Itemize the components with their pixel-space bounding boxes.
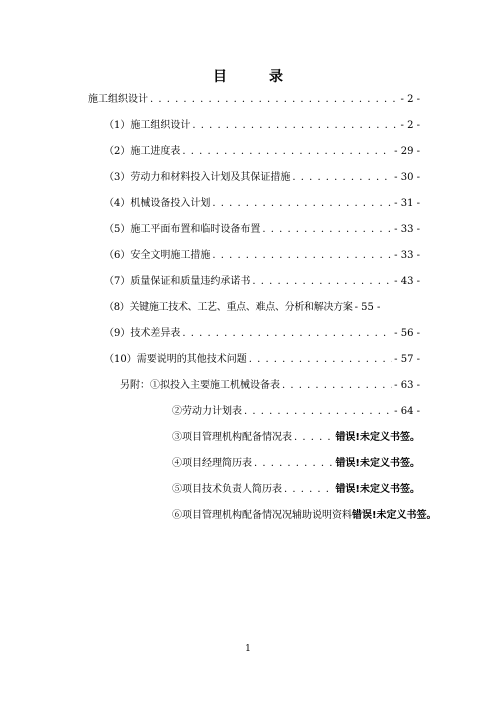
toc-entry[interactable] bbox=[104, 249, 420, 263]
toc-entry-text: （4）机械设备投入计划 bbox=[104, 198, 211, 209]
toc-entry[interactable] bbox=[172, 405, 420, 419]
toc-entry-text: （3）劳动力和材料投入计划及其保证措施 bbox=[104, 172, 291, 183]
toc-entry-text: （9）技术差异表 bbox=[104, 328, 181, 339]
toc-leader-dots bbox=[150, 93, 399, 107]
toc-leader-dots bbox=[212, 249, 392, 263]
toc-entry-error: 错误!未定义书签。 bbox=[335, 484, 420, 495]
toc-entry[interactable] bbox=[104, 301, 424, 315]
toc-leader-dots bbox=[284, 483, 333, 497]
toc-leader-dots bbox=[254, 457, 333, 471]
toc-entry-page: - 2 - bbox=[400, 120, 420, 131]
toc-entry[interactable] bbox=[172, 509, 458, 523]
toc-leader-dots bbox=[212, 197, 392, 211]
toc-entry-page: - 64 - bbox=[394, 406, 420, 417]
toc-leader-dots bbox=[292, 171, 392, 185]
toc-entry[interactable] bbox=[172, 457, 420, 471]
toc-entry[interactable] bbox=[104, 327, 420, 341]
toc-entry-text: 另附：①拟投入主要施工机械设备表 bbox=[120, 380, 280, 391]
toc-entry-text: （7）质量保证和质量违约承诺书 bbox=[104, 276, 251, 287]
toc-entry[interactable] bbox=[104, 223, 420, 237]
toc-leader-dots bbox=[192, 119, 398, 133]
toc-leader-dots bbox=[294, 431, 333, 445]
toc-entry[interactable] bbox=[104, 171, 420, 185]
toc-entry-text: ⑤项目技术负责人简历表 bbox=[172, 484, 282, 495]
toc-entry[interactable] bbox=[104, 119, 420, 133]
toc-entry-text: ③项目管理机构配备情况表 bbox=[172, 432, 292, 443]
toc-entry-page: - 33 - bbox=[394, 224, 420, 235]
toc-entry-error: 错误!未定义书签。 bbox=[352, 510, 437, 521]
toc-leader-dots bbox=[244, 405, 392, 419]
toc-entry[interactable] bbox=[172, 431, 420, 445]
toc-entry-text: （6）安全文明施工措施 bbox=[104, 250, 211, 261]
toc-leader-dots bbox=[249, 353, 392, 367]
toc-entry[interactable] bbox=[104, 275, 420, 289]
toc-leader-dots bbox=[282, 379, 392, 393]
toc-entry[interactable] bbox=[88, 93, 420, 107]
toc-entry-page: - 31 - bbox=[394, 198, 420, 209]
toc-entry-text: ②劳动力计划表 bbox=[172, 406, 242, 417]
toc-entry[interactable] bbox=[120, 379, 420, 393]
toc-leader-dots bbox=[262, 223, 392, 237]
toc-entry-text: （10）需要说明的其他技术问题 bbox=[104, 354, 247, 365]
toc-entry-page: - 43 - bbox=[394, 276, 420, 287]
toc-leader-dots bbox=[182, 327, 392, 341]
toc-entry-page: - 29 - bbox=[394, 146, 420, 157]
toc-entry-error: 错误!未定义书签。 bbox=[335, 432, 420, 443]
toc-entry-page: - 33 - bbox=[394, 250, 420, 261]
toc-title: 目 录 bbox=[213, 69, 297, 85]
toc-entry-text: （8）关键施工技术、工艺、重点、难点、分析和解决方案 bbox=[104, 302, 353, 313]
toc-entry-page: - 2 - bbox=[400, 94, 420, 105]
toc-leader-dots bbox=[182, 145, 392, 159]
toc-entry-text: （1）施工组织设计 bbox=[104, 120, 191, 131]
toc-entry-text: ⑥项目管理机构配备情况况辅助说明资料 bbox=[172, 510, 352, 521]
toc-entry-text: ④项目经理简历表 bbox=[172, 458, 252, 469]
toc-entry-page: - 56 - bbox=[394, 328, 420, 339]
toc-entry-page: - 57 - bbox=[394, 354, 420, 365]
toc-entry[interactable] bbox=[104, 353, 420, 367]
toc-entry-page: - 63 - bbox=[394, 380, 420, 391]
toc-leader-dots bbox=[252, 275, 392, 289]
toc-entry-page: - 30 - bbox=[394, 172, 420, 183]
toc-entry-text: （2）施工进度表 bbox=[104, 146, 181, 157]
toc-entry-page: - 55 - bbox=[354, 302, 381, 313]
toc-entry[interactable] bbox=[104, 197, 420, 211]
toc-entry-text: （5）施工平面布置和临时设备布置 bbox=[104, 224, 261, 235]
toc-entry[interactable] bbox=[172, 483, 420, 497]
page-number: 1 bbox=[245, 644, 251, 654]
toc-entry-error: 错误!未定义书签。 bbox=[335, 458, 420, 469]
toc-entry-text: 施工组织设计 bbox=[88, 94, 148, 105]
toc-entry[interactable] bbox=[104, 145, 420, 159]
